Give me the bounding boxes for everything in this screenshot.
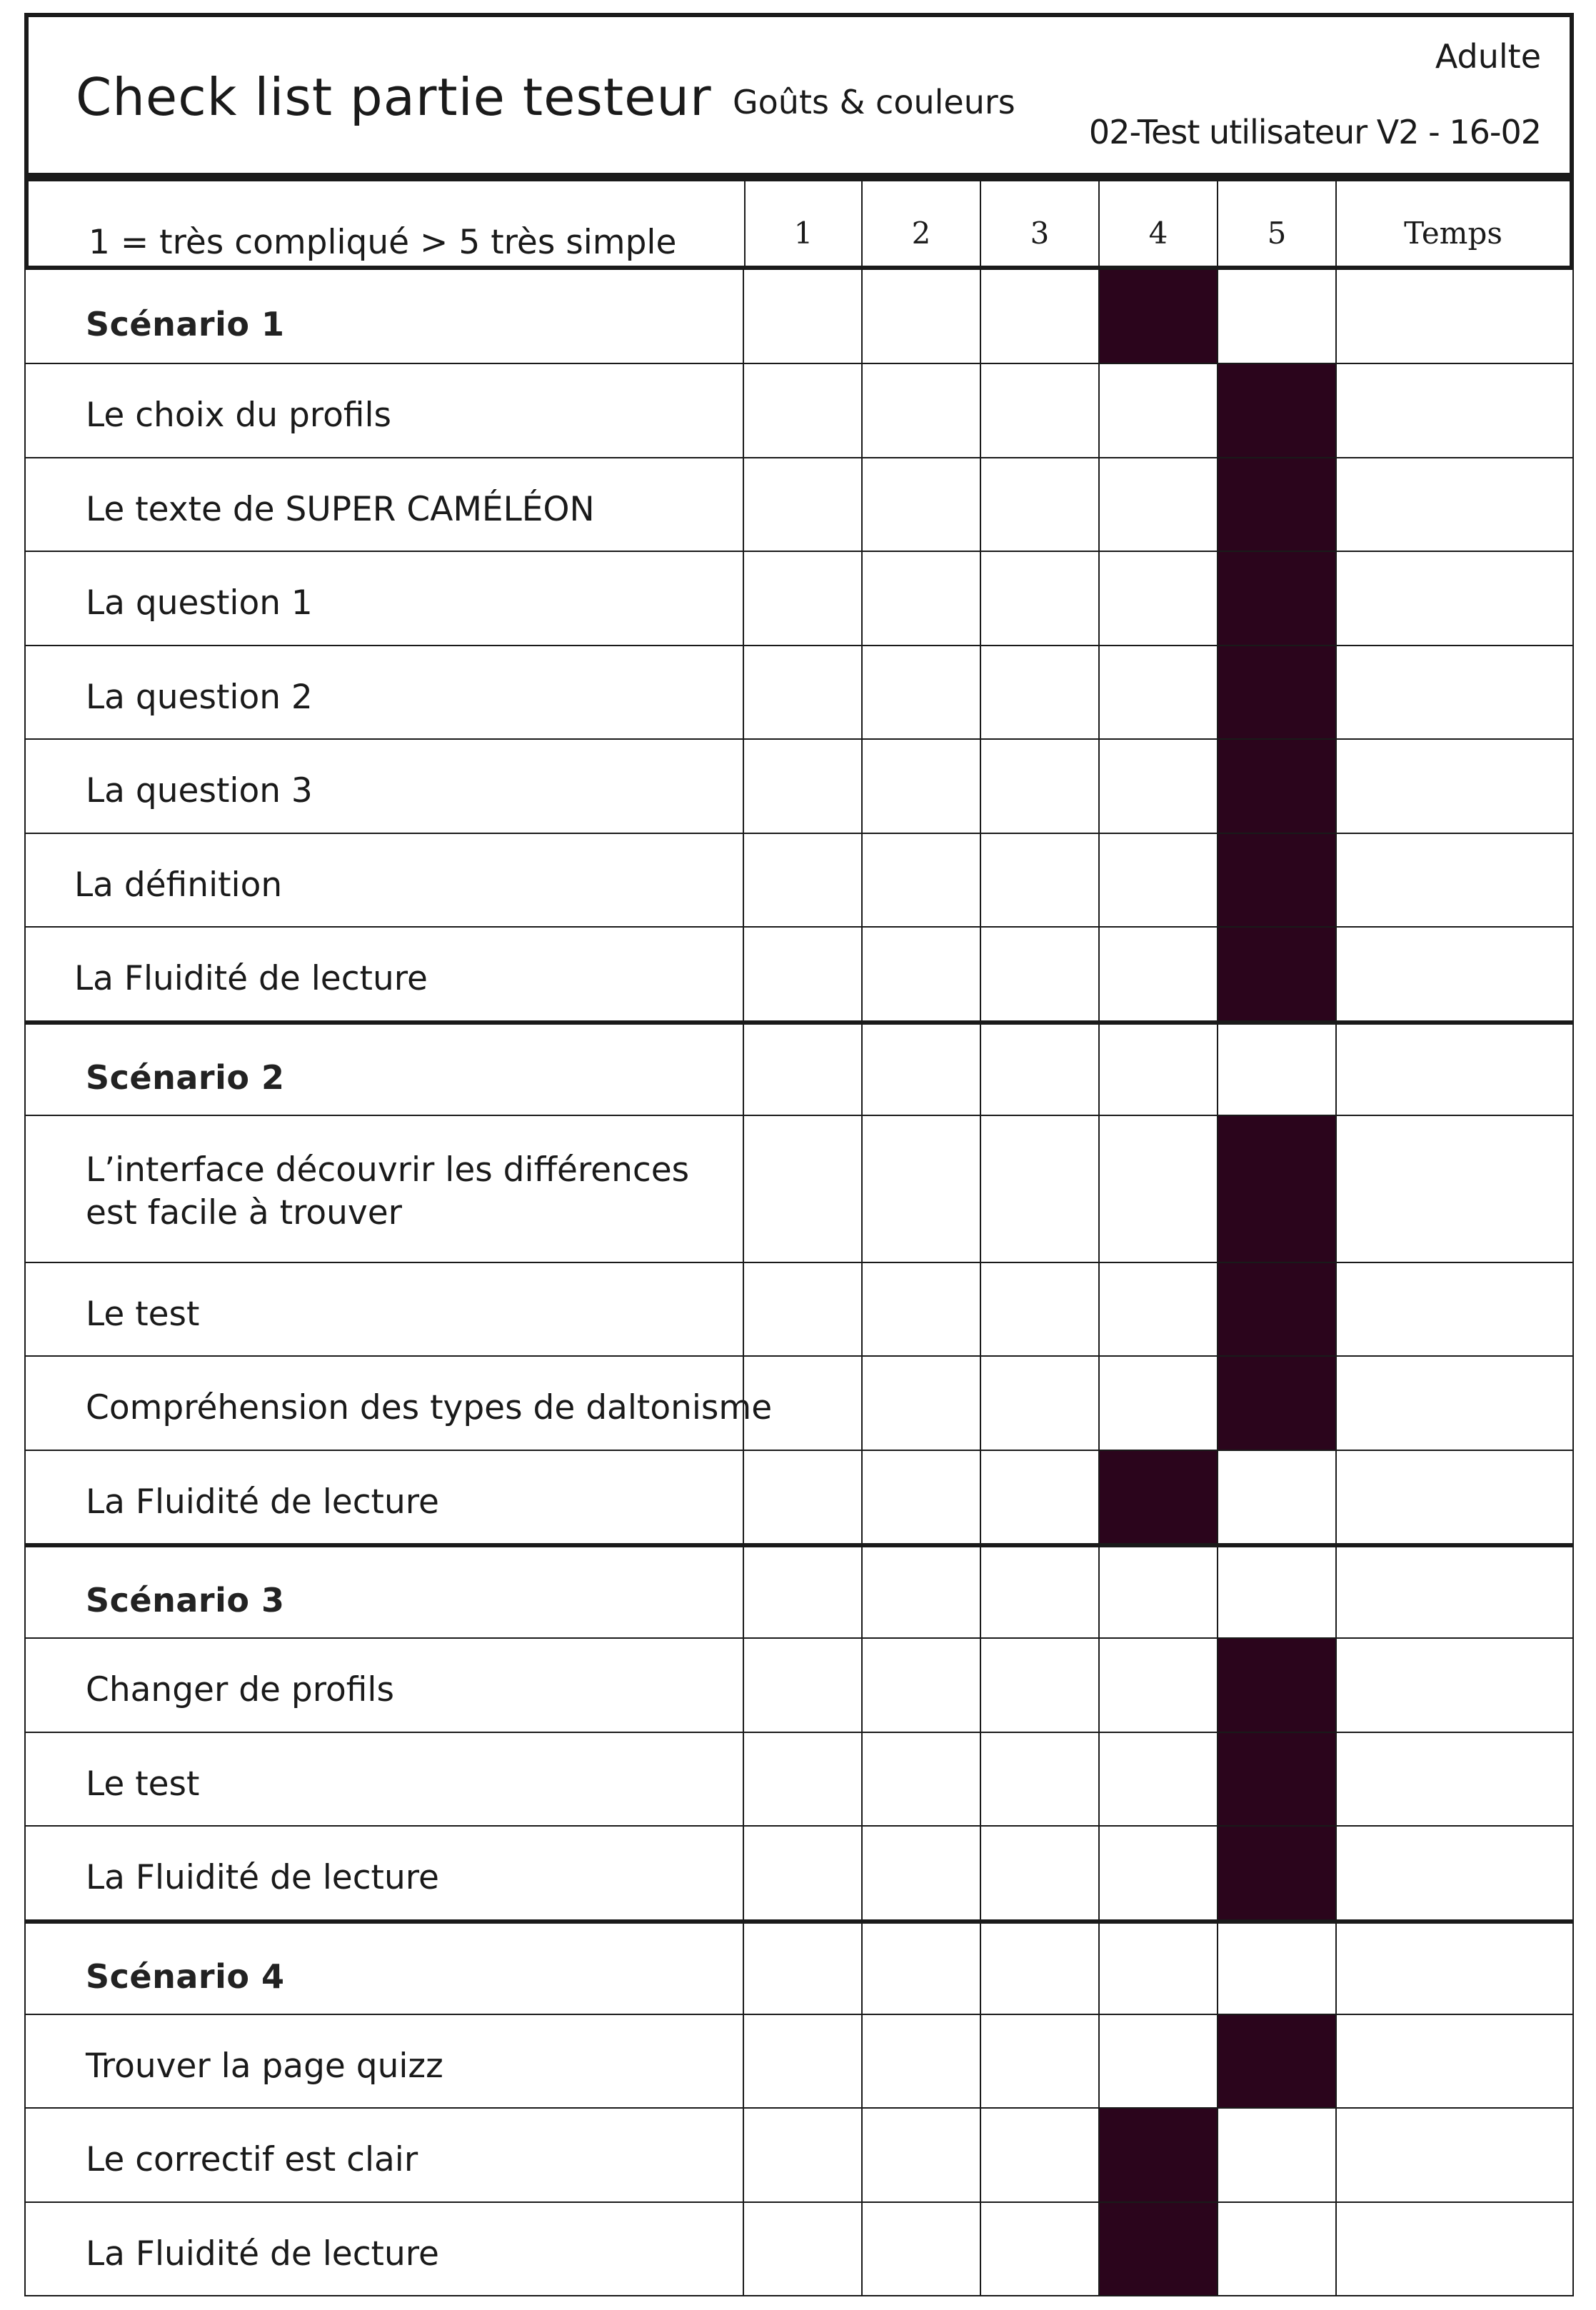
- rating-cell[interactable]: [744, 1547, 863, 1639]
- criterion-row: [24, 1263, 1574, 1357]
- criterion-row: [24, 364, 1574, 458]
- criterion-row: [24, 1116, 1574, 1263]
- time-cell[interactable]: [1337, 1924, 1574, 2015]
- criterion-label: Le choix du profils: [24, 364, 744, 458]
- rating-cell[interactable]: [981, 1116, 1100, 1263]
- rating-cell[interactable]: [863, 1025, 981, 1116]
- scenario-title: Scénario 3: [24, 1547, 744, 1639]
- rating-cell[interactable]: [744, 2109, 863, 2203]
- column-header-3: 3: [981, 181, 1100, 266]
- rating-cell-selected[interactable]: [1100, 270, 1218, 364]
- rating-cell[interactable]: [744, 1116, 863, 1263]
- rating-cell[interactable]: [981, 740, 1100, 834]
- page-subtitle: Goûts & couleurs: [733, 83, 1015, 121]
- rating-cell[interactable]: [981, 1827, 1100, 1921]
- rating-cell[interactable]: [1100, 1116, 1218, 1263]
- time-cell[interactable]: [1337, 1357, 1574, 1451]
- rating-cell-selected[interactable]: [1218, 1639, 1337, 1733]
- rating-cell[interactable]: [863, 2015, 981, 2109]
- rating-cell[interactable]: [863, 1924, 981, 2015]
- criterion-label: La Fluidité de lecture: [24, 1451, 744, 1545]
- criterion-row: [24, 646, 1574, 740]
- rating-cell[interactable]: [1100, 458, 1218, 553]
- time-cell[interactable]: [1337, 1116, 1574, 1263]
- rating-cell[interactable]: [981, 834, 1100, 928]
- rating-cell[interactable]: [744, 1924, 863, 2015]
- rating-cell[interactable]: [863, 270, 981, 364]
- time-cell[interactable]: [1337, 1639, 1574, 1733]
- rating-cell[interactable]: [1100, 928, 1218, 1022]
- rating-cell[interactable]: [1100, 364, 1218, 458]
- column-header-time: Temps: [1404, 215, 1502, 251]
- rating-cell[interactable]: [863, 1639, 981, 1733]
- time-cell[interactable]: [1337, 270, 1574, 364]
- version-label: 02-Test utilisateur V2 - 16-02: [1088, 113, 1541, 151]
- rating-cell-selected[interactable]: [1218, 740, 1337, 834]
- rating-cell-selected[interactable]: [1218, 1827, 1337, 1921]
- criterion-label: Le test: [24, 1733, 744, 1827]
- rating-cell[interactable]: [1100, 1547, 1218, 1639]
- rating-cell[interactable]: [863, 458, 981, 553]
- rating-cell-selected[interactable]: [1218, 364, 1337, 458]
- time-cell[interactable]: [1337, 834, 1574, 928]
- rating-cell-selected[interactable]: [1218, 928, 1337, 1022]
- criterion-row: [24, 740, 1574, 834]
- column-header-1: 1: [744, 181, 863, 266]
- rating-cell[interactable]: [981, 2015, 1100, 2109]
- criterion-label: Le texte de SUPER CAMÉLÉON: [24, 458, 744, 553]
- rating-cell[interactable]: [744, 646, 863, 740]
- rating-cell[interactable]: [1218, 2203, 1337, 2297]
- rating-cell[interactable]: [744, 458, 863, 553]
- rating-cell[interactable]: [863, 1827, 981, 1921]
- rating-cell[interactable]: [744, 364, 863, 458]
- rating-cell[interactable]: [744, 740, 863, 834]
- scenario-title: Scénario 2: [24, 1025, 744, 1116]
- rating-cell-selected[interactable]: [1218, 1263, 1337, 1357]
- criterion-label: La Fluidité de lecture: [24, 928, 744, 1022]
- rating-cell[interactable]: [981, 458, 1100, 553]
- rating-cell[interactable]: [744, 1451, 863, 1545]
- rating-cell[interactable]: [1218, 2109, 1337, 2203]
- rating-cell[interactable]: [1218, 1924, 1337, 2015]
- criterion-label: Trouver la page quizz: [24, 2015, 744, 2109]
- column-header-4: 4: [1100, 181, 1218, 266]
- time-cell[interactable]: [1337, 458, 1574, 553]
- scenario-row: [24, 1545, 1574, 1639]
- rating-cell-selected[interactable]: [1218, 1733, 1337, 1827]
- rating-cell[interactable]: [1100, 552, 1218, 646]
- time-cell[interactable]: [1337, 2203, 1574, 2297]
- rating-cell[interactable]: [744, 2015, 863, 2109]
- rating-cell[interactable]: [981, 2203, 1100, 2297]
- rating-cell[interactable]: [981, 1639, 1100, 1733]
- rating-cell[interactable]: [744, 2203, 863, 2297]
- rating-cell[interactable]: [863, 2109, 981, 2203]
- criterion-label: La Fluidité de lecture: [24, 2203, 744, 2297]
- rating-cell-selected[interactable]: [1218, 1357, 1337, 1451]
- time-cell[interactable]: [1337, 1733, 1574, 1827]
- criterion-row: [24, 2109, 1574, 2203]
- rating-cell[interactable]: [863, 834, 981, 928]
- rating-cell[interactable]: [1218, 1451, 1337, 1545]
- criterion-label: La définition: [24, 834, 744, 928]
- time-cell[interactable]: [1337, 364, 1574, 458]
- rating-cell[interactable]: [863, 1451, 981, 1545]
- time-cell[interactable]: [1337, 1827, 1574, 1921]
- criterion-row: [24, 2203, 1574, 2297]
- rating-cell-selected[interactable]: [1100, 2203, 1218, 2297]
- criterion-row: [24, 2015, 1574, 2109]
- rating-cell[interactable]: [1100, 1025, 1218, 1116]
- criterion-row: [24, 1639, 1574, 1733]
- rating-cell[interactable]: [863, 2203, 981, 2297]
- time-cell[interactable]: [1337, 1451, 1574, 1545]
- rating-cell[interactable]: [1100, 1924, 1218, 2015]
- rating-cell[interactable]: [1218, 1025, 1337, 1116]
- rating-cell-selected[interactable]: [1218, 834, 1337, 928]
- rating-cell[interactable]: [981, 1451, 1100, 1545]
- scenario-row: [24, 1921, 1574, 2015]
- time-cell[interactable]: [1337, 1263, 1574, 1357]
- rating-cell[interactable]: [744, 1733, 863, 1827]
- rating-cell[interactable]: [981, 364, 1100, 458]
- rating-cell[interactable]: [981, 1733, 1100, 1827]
- rating-cell[interactable]: [744, 1263, 863, 1357]
- criterion-label: La question 1: [24, 552, 744, 646]
- time-cell[interactable]: [1337, 740, 1574, 834]
- rating-cell[interactable]: [744, 1357, 863, 1451]
- rating-cell-selected[interactable]: [1218, 552, 1337, 646]
- criterion-label: La question 3: [24, 740, 744, 834]
- scenario-row: [24, 270, 1574, 364]
- rating-cell[interactable]: [1100, 2015, 1218, 2109]
- rating-cell[interactable]: [863, 1357, 981, 1451]
- criterion-label: Compréhension des types de daltonisme: [24, 1357, 744, 1451]
- rating-cell[interactable]: [981, 1263, 1100, 1357]
- rating-cell[interactable]: [1218, 270, 1337, 364]
- rating-cell[interactable]: [981, 928, 1100, 1022]
- rating-cell[interactable]: [1100, 740, 1218, 834]
- criterion-row: [24, 1733, 1574, 1827]
- criterion-label: L’interface découvrir les différences est facile à trouver: [24, 1116, 744, 1263]
- time-cell[interactable]: [1337, 646, 1574, 740]
- scale-legend: 1 = très compliqué > 5 très simple: [89, 222, 677, 262]
- rating-cell-selected[interactable]: [1218, 458, 1337, 553]
- rating-cell[interactable]: [1100, 1639, 1218, 1733]
- rating-cell[interactable]: [744, 1827, 863, 1921]
- criterion-row: [24, 1827, 1574, 1921]
- rating-cell[interactable]: [981, 2109, 1100, 2203]
- criterion-row: [24, 1451, 1574, 1545]
- time-cell[interactable]: [1337, 1025, 1574, 1116]
- rating-cell[interactable]: [981, 1924, 1100, 2015]
- rating-cell-selected[interactable]: [1218, 1116, 1337, 1263]
- rating-cell[interactable]: [744, 834, 863, 928]
- time-cell[interactable]: [1337, 552, 1574, 646]
- rating-cell[interactable]: [863, 364, 981, 458]
- scenario-row: [24, 1022, 1574, 1116]
- rating-cell[interactable]: [1100, 1827, 1218, 1921]
- rating-cell[interactable]: [863, 646, 981, 740]
- rating-cell[interactable]: [1100, 1357, 1218, 1451]
- rating-cell[interactable]: [863, 1116, 981, 1263]
- scenario-title: Scénario 4: [24, 1924, 744, 2015]
- rating-cell[interactable]: [744, 552, 863, 646]
- rating-cell[interactable]: [1100, 834, 1218, 928]
- rating-cell[interactable]: [744, 1025, 863, 1116]
- rating-cell-selected[interactable]: [1218, 2015, 1337, 2109]
- rating-cell[interactable]: [981, 270, 1100, 364]
- rating-cell[interactable]: [863, 1547, 981, 1639]
- rating-cell-selected[interactable]: [1100, 2109, 1218, 2203]
- column-header-5: 5: [1218, 181, 1337, 266]
- rating-cell[interactable]: [863, 928, 981, 1022]
- criterion-row: [24, 1357, 1574, 1451]
- rating-cell[interactable]: [981, 1025, 1100, 1116]
- rating-cell[interactable]: [863, 1263, 981, 1357]
- criterion-row: [24, 552, 1574, 646]
- rating-cell[interactable]: [981, 1357, 1100, 1451]
- rating-cell[interactable]: [981, 1547, 1100, 1639]
- time-cell[interactable]: [1337, 928, 1574, 1022]
- rating-cell[interactable]: [1218, 1547, 1337, 1639]
- column-header-2: 2: [863, 181, 981, 266]
- criterion-label: La question 2: [24, 646, 744, 740]
- rating-cell[interactable]: [744, 270, 863, 364]
- time-cell[interactable]: [1337, 2109, 1574, 2203]
- rating-cell[interactable]: [1100, 1733, 1218, 1827]
- criterion-label: Changer de profils: [24, 1639, 744, 1733]
- scenario-title: Scénario 1: [24, 270, 744, 364]
- criterion-label: La Fluidité de lecture: [24, 1827, 744, 1921]
- checklist-grid: [24, 270, 1574, 2296]
- rating-cell[interactable]: [863, 740, 981, 834]
- rating-cell[interactable]: [981, 646, 1100, 740]
- rating-cell[interactable]: [744, 1639, 863, 1733]
- checklist-header: [24, 13, 1574, 177]
- rating-cell-selected[interactable]: [1100, 1451, 1218, 1545]
- criterion-label: Le test: [24, 1263, 744, 1357]
- time-cell[interactable]: [1337, 2015, 1574, 2109]
- rating-cell[interactable]: [1100, 646, 1218, 740]
- audience-label: Adulte: [1435, 37, 1541, 76]
- rating-cell[interactable]: [744, 928, 863, 1022]
- time-cell[interactable]: [1337, 1547, 1574, 1639]
- criterion-row: [24, 458, 1574, 553]
- rating-cell[interactable]: [1100, 1263, 1218, 1357]
- criterion-label: Le correctif est clair: [24, 2109, 744, 2203]
- rating-cell-selected[interactable]: [1218, 646, 1337, 740]
- rating-cell[interactable]: [863, 1733, 981, 1827]
- page-title: Check list partie testeur: [76, 67, 712, 127]
- rating-cell[interactable]: [863, 552, 981, 646]
- criterion-row: [24, 834, 1574, 928]
- rating-cell[interactable]: [981, 552, 1100, 646]
- rating-scale-header: [24, 177, 1574, 270]
- criterion-row: [24, 928, 1574, 1022]
